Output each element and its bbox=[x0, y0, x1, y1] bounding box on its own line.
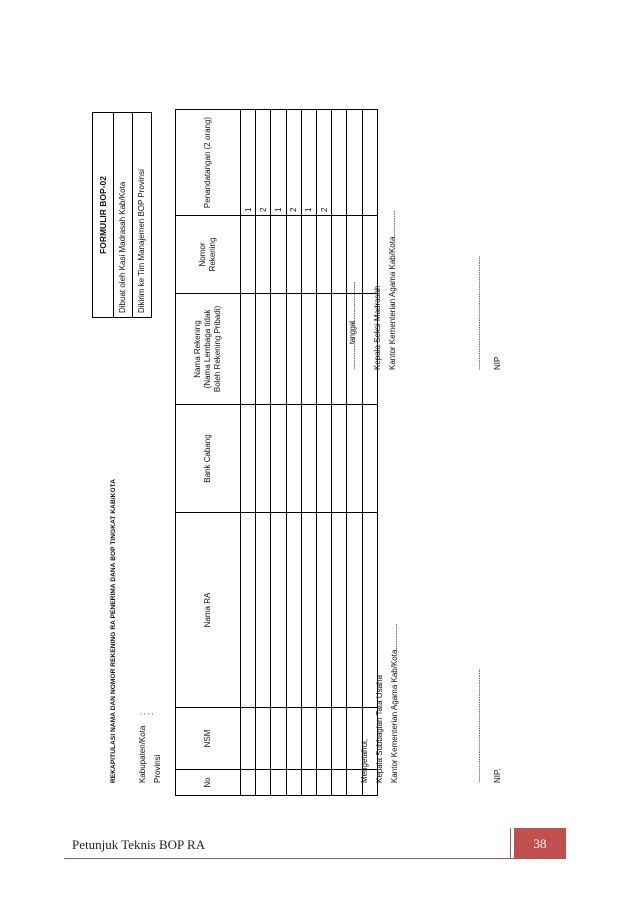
cell-nomor-rekening bbox=[271, 216, 286, 294]
form-code-box bbox=[92, 112, 152, 318]
footer-rule bbox=[64, 858, 566, 859]
cell-nomor-rekening bbox=[301, 216, 316, 294]
cell-bank bbox=[316, 405, 331, 513]
footer-divider bbox=[510, 828, 511, 858]
form-sent-to: Dikirim ke Tim Manajemen BOP Provinsi bbox=[137, 169, 146, 313]
left-office-text: Kantor Kementerian Agama Kab/Kota bbox=[390, 649, 399, 783]
cell-bank bbox=[362, 405, 377, 513]
cell-nama-ra bbox=[332, 513, 347, 708]
provinsi-colon: : bbox=[146, 712, 155, 715]
cell-no bbox=[271, 770, 286, 796]
right-signer-office bbox=[385, 211, 400, 370]
cell-no bbox=[301, 770, 316, 796]
date-line: ...............tanggal....................... bbox=[348, 281, 357, 370]
cell-penandatangan bbox=[362, 110, 377, 216]
right-nip-label: NIP bbox=[493, 356, 502, 370]
header-nomor-rekening bbox=[176, 216, 241, 294]
cell-nsm bbox=[316, 708, 331, 770]
cell-bank bbox=[286, 405, 301, 513]
page-number: 38 bbox=[533, 836, 547, 851]
left-office-dots: ............... bbox=[390, 623, 399, 650]
cell-bank bbox=[271, 405, 286, 513]
table-row bbox=[271, 110, 286, 796]
cell-nsm bbox=[271, 708, 286, 770]
left-name-dots: .................................................................. bbox=[473, 669, 482, 783]
header-nama-ra: Nama RA bbox=[176, 513, 241, 708]
cell-nama-ra bbox=[286, 513, 301, 708]
kabupaten-colon: : bbox=[138, 712, 147, 715]
left-signature-block bbox=[357, 624, 402, 783]
header-nsm: NSM bbox=[176, 708, 241, 770]
table-row bbox=[301, 110, 316, 796]
cell-bank bbox=[301, 405, 316, 513]
table-row bbox=[256, 110, 271, 796]
cell-bank bbox=[332, 405, 347, 513]
table-row bbox=[241, 110, 256, 796]
cell-nama-ra bbox=[256, 513, 271, 708]
mengetahui-text: Mengetahui, bbox=[360, 738, 369, 783]
cell-nsm bbox=[286, 708, 301, 770]
header-nama-rekening-line2: (Nama Lembaga tidak bbox=[203, 309, 212, 389]
left-signer-role: Kepala Subbagian Tata Usaha bbox=[375, 675, 384, 783]
cell-nomor-rekening bbox=[256, 216, 271, 294]
cell-penandatangan: 1 bbox=[271, 110, 286, 216]
left-signer-office bbox=[387, 624, 402, 783]
cell-nama-rekening bbox=[241, 294, 256, 405]
header-nama-rekening-line1: Nama Rekening bbox=[193, 320, 202, 378]
cell-nama-rekening bbox=[286, 294, 301, 405]
cell-nama-ra bbox=[241, 513, 256, 708]
cell-no bbox=[241, 770, 256, 796]
cell-penandatangan: 2 bbox=[286, 110, 301, 216]
cell-nomor-rekening bbox=[241, 216, 256, 294]
cell-penandatangan: 2 bbox=[316, 110, 331, 216]
cell-nsm bbox=[332, 708, 347, 770]
cell-bank bbox=[256, 405, 271, 513]
left-nip-label: NIP. bbox=[493, 768, 502, 783]
form-title: REKAPITULASI NAMA DAN NOMOR REKENING RA PENERIMA DANA BOP TINGKAT KAB/KOTA bbox=[110, 479, 117, 783]
header-nama-rekening-line3: Boleh Rekening Pribadi) bbox=[213, 305, 222, 393]
cell-bank bbox=[241, 405, 256, 513]
cell-no bbox=[332, 770, 347, 796]
cell-nama-rekening bbox=[256, 294, 271, 405]
cell-no bbox=[286, 770, 301, 796]
header-no: No bbox=[176, 770, 241, 796]
right-office-dots: ............... bbox=[388, 210, 397, 237]
cell-nomor-rekening bbox=[316, 216, 331, 294]
form-code: FORMULIR BOP-02 bbox=[93, 113, 114, 317]
cell-nama-ra bbox=[301, 513, 316, 708]
cell-penandatangan: 1 bbox=[241, 110, 256, 216]
provinsi-label: Provinsi bbox=[153, 754, 162, 783]
form-made-by: Dibuat oleh Kasi Madrasah Kab/Kota bbox=[114, 113, 133, 317]
cell-nama-ra bbox=[316, 513, 331, 708]
cell-no bbox=[256, 770, 271, 796]
cell-nsm bbox=[241, 708, 256, 770]
header-nama-rekening bbox=[176, 294, 241, 405]
header-penandatangan: Penandatangan (2 orang) bbox=[176, 110, 241, 216]
cell-penandatangan bbox=[332, 110, 347, 216]
cell-nama-rekening bbox=[316, 294, 331, 405]
cell-nama-ra bbox=[271, 513, 286, 708]
cell-nama-rekening bbox=[271, 294, 286, 405]
cell-nsm bbox=[256, 708, 271, 770]
footer-title: Petunjuk Teknis BOP RA bbox=[72, 837, 206, 852]
cell-no bbox=[316, 770, 331, 796]
table-row bbox=[286, 110, 301, 796]
cell-nsm bbox=[301, 708, 316, 770]
kabupaten-label: Kabupaten/Kota bbox=[138, 725, 147, 783]
header-nomor-rekening-line2: Rekening bbox=[208, 237, 217, 272]
cell-bank bbox=[347, 405, 362, 513]
right-signer-role: Kepala Seksi Madrasah bbox=[373, 285, 382, 370]
header-bank-cabang: Bank Cabang bbox=[176, 405, 241, 513]
cell-penandatangan bbox=[347, 110, 362, 216]
right-office-text: Kantor Kementerian Agama Kab/Kota bbox=[388, 236, 397, 370]
cell-penandatangan: 1 bbox=[301, 110, 316, 216]
table-row bbox=[316, 110, 331, 796]
right-name-dots: .................................................................. bbox=[473, 256, 482, 370]
header-nomor-rekening-line1: Nomor bbox=[198, 242, 207, 267]
cell-nama-rekening bbox=[301, 294, 316, 405]
cell-nomor-rekening bbox=[286, 216, 301, 294]
cell-penandatangan: 2 bbox=[256, 110, 271, 216]
right-signature-block bbox=[345, 211, 400, 370]
table-header-row bbox=[176, 110, 241, 796]
